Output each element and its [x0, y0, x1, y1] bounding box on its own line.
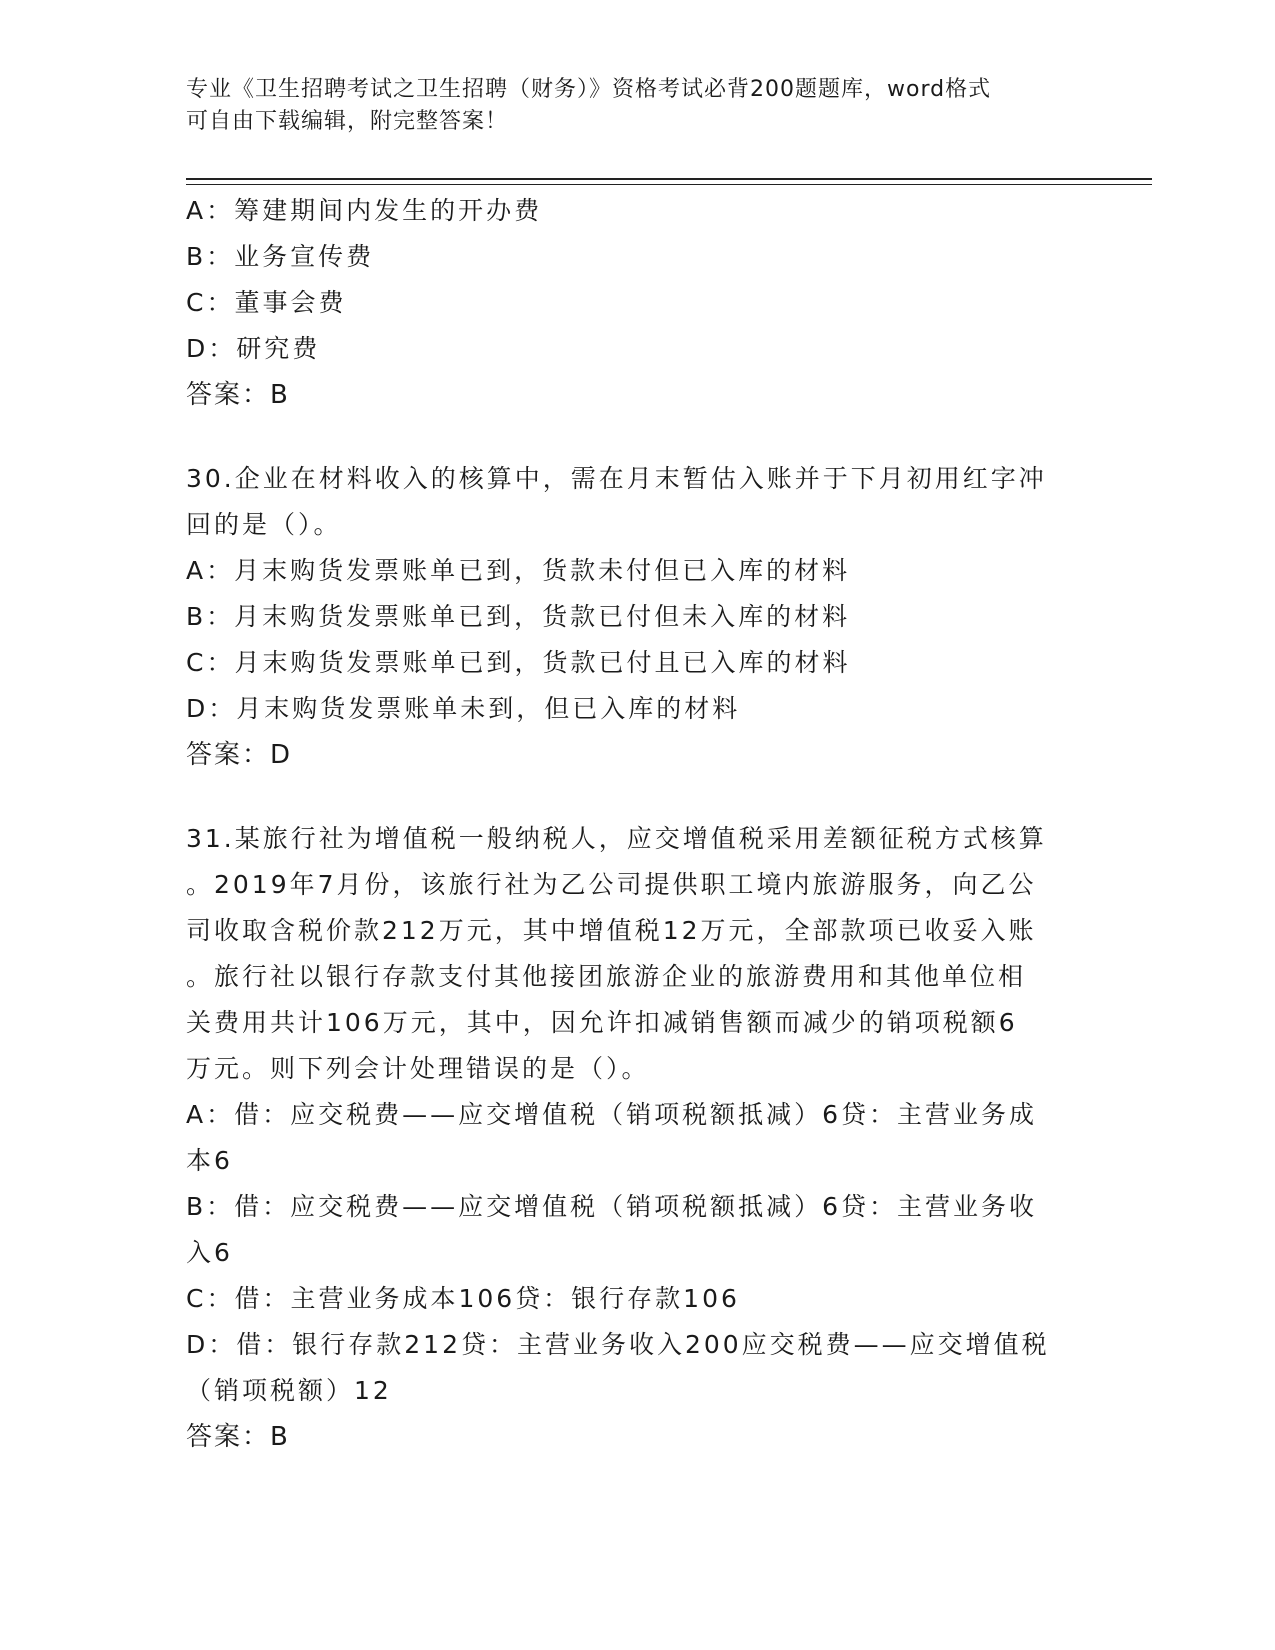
option-b-cont: 入6: [186, 1238, 233, 1267]
spacer: [186, 778, 1066, 816]
question-31-stem-2: 。2019年7月份，该旅行社为乙公司提供职工境内旅游服务，向乙公: [186, 870, 1037, 899]
question-30-stem-1: 30.企业在材料收入的核算中，需在月末暂估入账并于下月初用红字冲: [186, 464, 1047, 493]
question-30-block: [186, 456, 1066, 778]
document-header: [186, 74, 1066, 138]
question-31-stem-6: 万元。则下列会计处理错误的是（）。: [186, 1054, 650, 1083]
option-c: C：董事会费: [186, 288, 347, 317]
question-31-stem-5: 关费用共计106万元，其中，因允许扣减销售额而减少的销项税额6: [186, 1008, 1018, 1037]
option-c: C：借：主营业务成本106贷：银行存款106: [186, 1284, 740, 1313]
option-d: D：月末购货发票账单未到，但已入库的材料: [186, 694, 741, 723]
answer-line: 答案：D: [186, 740, 293, 770]
spacer: [186, 418, 1066, 456]
option-b: B：月末购货发票账单已到，货款已付但未入库的材料: [186, 602, 851, 631]
header-line-2: 可自由下载编辑，附完整答案！: [186, 109, 509, 134]
header-line-1: 专业《卫生招聘考试之卫生招聘（财务）》资格考试必背200题题库，word格式: [186, 77, 992, 102]
option-a-cont: 本6: [186, 1146, 233, 1175]
option-a: A：借：应交税费——应交增值税（销项税额抵减）6贷：主营业务成: [186, 1100, 1038, 1129]
option-b: B：借：应交税费——应交增值税（销项税额抵减）6贷：主营业务收: [186, 1192, 1038, 1221]
option-d: D：研究费: [186, 334, 321, 363]
question-30-stem-2: 回的是（）。: [186, 510, 342, 539]
option-c: C：月末购货发票账单已到，货款已付且已入库的材料: [186, 648, 851, 677]
option-a: A：筹建期间内发生的开办费: [186, 196, 543, 225]
prev-question-block: [186, 188, 1066, 418]
answer-line: 答案：B: [186, 380, 290, 410]
question-31-stem-1: 31.某旅行社为增值税一般纳税人，应交增值税采用差额征税方式核算: [186, 824, 1047, 853]
header-divider-thick: [186, 178, 1152, 180]
question-31-block: [186, 816, 1066, 1460]
option-d: D：借：银行存款212贷：主营业务收入200应交税费——应交增值税: [186, 1330, 1050, 1359]
question-content: [186, 188, 1066, 1460]
option-a: A：月末购货发票账单已到，货款未付但已入库的材料: [186, 556, 851, 585]
option-d-cont: （销项税额）12: [186, 1376, 392, 1405]
answer-line: 答案：B: [186, 1422, 290, 1452]
question-31-stem-3: 司收取含税价款212万元，其中增值税12万元，全部款项已收妥入账: [186, 916, 1037, 945]
header-divider-thin: [186, 184, 1152, 185]
option-b: B：业务宣传费: [186, 242, 375, 271]
question-31-stem-4: 。旅行社以银行存款支付其他接团旅游企业的旅游费用和其他单位相: [186, 962, 1027, 991]
